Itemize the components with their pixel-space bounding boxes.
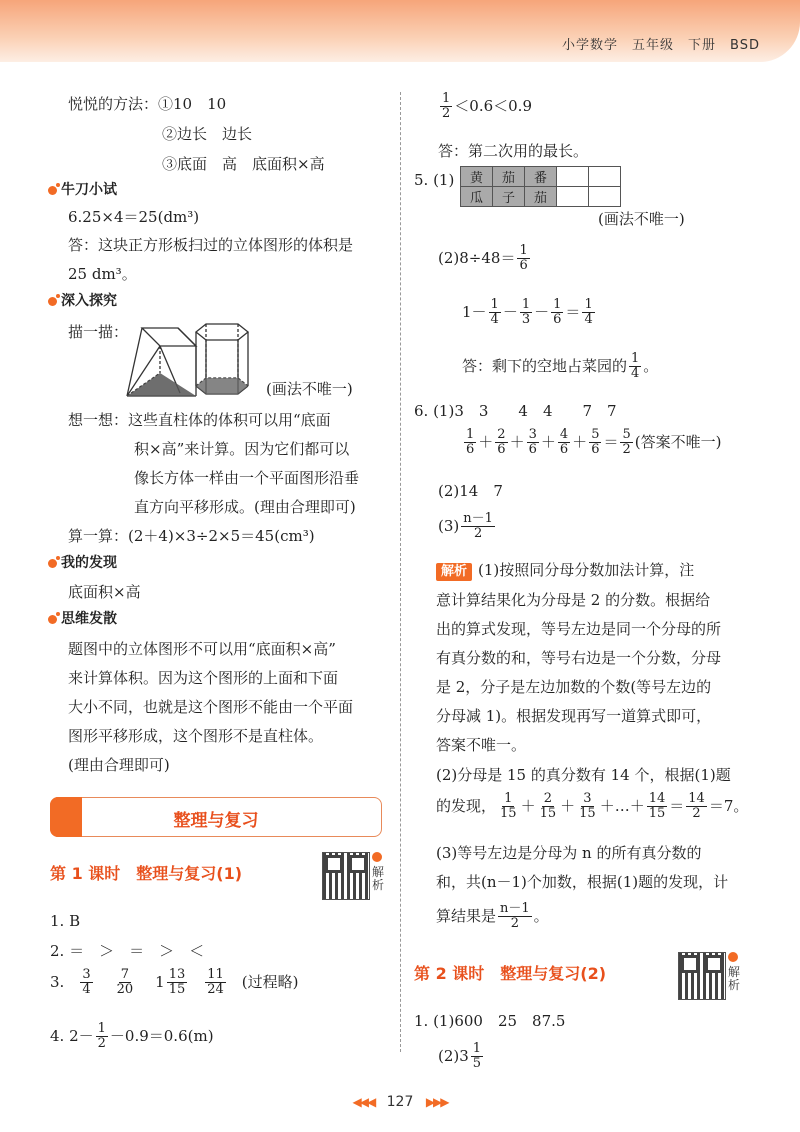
section-faxian: 我的发现 — [48, 555, 117, 572]
garden-grid — [460, 166, 621, 207]
fraction: $\frac{1}{6}$ — [519, 243, 528, 273]
grid-cell: 茄 — [493, 167, 525, 187]
siwei-line-4: 图形平移形成，这个图形不是直柱体。 — [68, 727, 324, 745]
grid-cell — [557, 187, 589, 207]
analysis-line-2: 意计算结果化为分母是 2 的分数。根据给 — [436, 591, 711, 609]
lesson-2-answer-2: (2)3 $\frac{1}{5}$ — [438, 1041, 482, 1071]
section-dot-icon — [48, 559, 57, 568]
grid-cell — [589, 167, 621, 187]
fraction: $\frac{11}{24}$ — [207, 967, 224, 997]
faxian-text: 底面积×高 — [68, 583, 141, 601]
answer-2: 2. ＝ ＞ ＝ ＞ ＜ — [50, 942, 205, 960]
answer-3: 3. $\frac{3}{4}$ $\frac{7}{20}$ 1 $\frac{13}{15}$ $\frac{11}{24}$ (过程略) — [50, 967, 299, 997]
qr-label: 解析 — [371, 865, 384, 892]
analysis-line-8: (2)分母是 15 的真分数有 14 个，根据(1)题 — [436, 766, 731, 784]
grid-cell: 黄 — [461, 167, 493, 187]
xiang-line-2: 积×高”来计算。因为它们都可以 — [134, 440, 350, 458]
banner-label: 整理与复习 — [173, 811, 259, 831]
q5-answer: 答：剩下的空地占菜园的 $\frac{1}{4}$ 。 — [462, 351, 659, 381]
q5-note: (画法不唯一) — [598, 210, 685, 228]
q5-label: 5. (1) — [414, 171, 455, 189]
analysis-line-12: 算结果是 $\frac{n-1}{2}$ 。 — [436, 901, 549, 931]
page-header — [0, 0, 800, 62]
q5-2: (2)8÷48＝ $\frac{1}{6}$ — [438, 243, 528, 273]
analysis-line-1: 解析 (1)按照同分母分数加法计算，注 — [436, 561, 694, 581]
next-arrows-icon: ▶▶▶ — [425, 1095, 448, 1109]
niudao-line-3: 25 dm³。 — [68, 265, 137, 283]
qr-label: 解析 — [727, 965, 740, 992]
analysis-line-11: 和，共(n－1)个加数，根据(1)题的发现，计 — [436, 873, 729, 891]
niudao-line-2: 答：这块正方形板扫过的立体图形的体积是 — [68, 236, 354, 254]
yue-method-2: ②边长 边长 — [162, 125, 253, 143]
grid-cell: 茄 — [525, 187, 557, 207]
section-dot-icon — [48, 615, 57, 624]
xiang-line-4: 直方向平移形成。(理由合理即可) — [134, 498, 356, 516]
grid-cell — [589, 187, 621, 207]
q6-equation: $\frac{1}{6}$ ＋ $\frac{2}{6}$ ＋ $\frac{3}{6}$ ＋ $\frac{4}{6}$ ＋ $\frac{5}{6}$ ＝ $\frac{5}{2}$ (答案不唯一) — [466, 427, 722, 457]
lesson-2-title: 第 2 课时 整理与复习(2) — [414, 964, 607, 983]
analysis-line-4: 有真分数的和，等号右边是一个分数，分母 — [436, 649, 722, 667]
compare-line: $\frac{1}{2}$ ＜0.6＜0.9 — [442, 91, 532, 121]
qr-code-icon[interactable] — [678, 952, 726, 1000]
grid-cell: 子 — [493, 187, 525, 207]
column-divider — [400, 92, 401, 1052]
q6-3: (3) $\frac{n-1}{2}$ — [438, 511, 493, 541]
q5-equation: 1－ $\frac{1}{4}$ － $\frac{1}{3}$ － $\frac{1}{6}$ ＝ $\frac{1}{4}$ — [462, 297, 593, 327]
header-title: 小学数学 五年级 下册 BSD — [562, 38, 760, 53]
hexagonal-prism-top — [196, 324, 248, 340]
page-number: ◀◀◀ 127 ▶▶▶ — [352, 1094, 448, 1110]
grid-cell: 番 — [525, 167, 557, 187]
grid-cell — [557, 167, 589, 187]
prism-drawings — [122, 318, 262, 403]
lesson-1-title: 第 1 课时 整理与复习(1) — [50, 864, 243, 883]
suan-line: 算一算：(2＋4)×3÷2×5＝45(cm³) — [68, 527, 315, 545]
review-banner — [50, 797, 382, 837]
lesson-2-answer-1: 1. (1)600 25 87.5 — [414, 1012, 566, 1030]
section-niudao: 牛刀小试 — [48, 182, 117, 199]
grid-cell: 瓜 — [461, 187, 493, 207]
miao-label: 描一描： — [68, 323, 129, 341]
siwei-line-1: 题图中的立体图形不可以用“底面积×高” — [68, 640, 336, 658]
xiang-line-3: 像长方体一样由一个平面图形沿垂 — [134, 469, 360, 487]
analysis-line-9: 的发现， $\frac{1}{15}$ ＋ $\frac{2}{15}$ ＋ $\frac{3}{15}$ ＋…＋ $\frac{14}{15}$ ＝ $\frac{14}{2}$ ＝7。 — [436, 791, 749, 821]
analysis-line-5: 是 2，分子是左边加数的个数(等号左边的 — [436, 678, 712, 696]
analysis-line-7: 答案不唯一。 — [436, 736, 527, 754]
yue-method-3: ③底面 高 底面积×高 — [162, 155, 325, 173]
analysis-line-10: (3)等号左边是分母为 n 的所有真分数的 — [436, 844, 702, 862]
fraction: $\frac{1}{2}$ — [97, 1021, 106, 1051]
niudao-line-1: 6.25×4＝25(dm³) — [68, 208, 200, 226]
fraction: $\frac{13}{15}$ — [168, 967, 186, 997]
analysis-line-3: 出的算式发现，等号左边是同一个分母的所 — [436, 620, 722, 638]
qr-code-icon[interactable] — [322, 852, 370, 900]
section-dot-icon — [48, 186, 57, 195]
analysis-line-6: 分母减 1)。根据发现再写一道算式即可， — [436, 707, 712, 725]
analysis-badge: 解析 — [436, 563, 472, 581]
siwei-line-5: (理由合理即可) — [68, 756, 170, 774]
prev-arrows-icon: ◀◀◀ — [352, 1095, 375, 1109]
siwei-line-2: 来计算体积。因为这个图形的上面和下面 — [68, 669, 339, 687]
fraction: $\frac{7}{20}$ — [116, 967, 134, 997]
answer-1: 1. B — [50, 912, 81, 930]
xiang-line-1: 想一想：这些直柱体的体积可以用“底面 — [68, 411, 331, 429]
play-icon — [372, 852, 382, 862]
siwei-line-3: 大小不同，也就是这个图形不能由一个平面 — [68, 698, 354, 716]
fraction: $\frac{1}{2}$ — [442, 91, 451, 121]
q6-2: (2)14 7 — [438, 482, 503, 500]
q6-1: 6. (1)3 3 4 4 7 7 — [414, 402, 617, 420]
answer-longest: 答：第二次用的最长。 — [438, 142, 589, 160]
answer-4: 4. 2－ $\frac{1}{2}$ －0.9＝0.6(m) — [50, 1021, 214, 1051]
fraction: $\frac{3}{4}$ — [82, 967, 91, 997]
play-icon — [728, 952, 738, 962]
miao-note: (画法不唯一) — [266, 380, 353, 398]
section-dot-icon — [48, 297, 57, 306]
section-siwei: 思维发散 — [48, 611, 117, 628]
yue-method-1: 悦悦的方法：①10 10 — [68, 95, 227, 113]
section-shenru: 深入探究 — [48, 293, 117, 310]
